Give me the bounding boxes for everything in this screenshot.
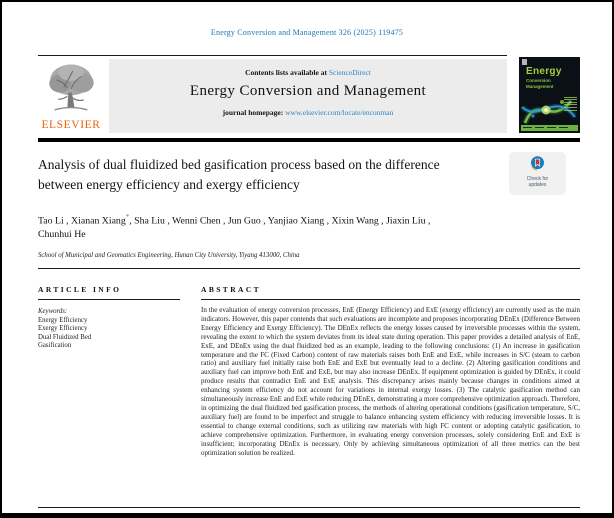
keywords-block bbox=[38, 308, 188, 351]
cover-title-word1: Energy bbox=[526, 66, 562, 77]
contents-line bbox=[109, 68, 507, 77]
keywords-label: Keywords: bbox=[38, 308, 68, 315]
masthead-thick-rule bbox=[38, 138, 580, 142]
affiliation: School of Municipal and Geomatics Engineering, Hunan City University, Yiyang 413000, China bbox=[38, 252, 300, 259]
journal-banner bbox=[109, 59, 507, 133]
abstract-divider bbox=[201, 299, 580, 300]
cover-elsevier-mark-icon bbox=[522, 59, 527, 65]
homepage-label: journal homepage: bbox=[222, 108, 286, 117]
check-for-updates-badge[interactable] bbox=[509, 152, 566, 195]
page-bottom-rule bbox=[38, 507, 580, 508]
article-info-divider bbox=[38, 299, 180, 300]
author-list bbox=[38, 211, 430, 241]
article-title bbox=[38, 155, 440, 194]
author-line1 bbox=[38, 211, 430, 228]
homepage-line bbox=[109, 108, 507, 117]
keyword-item: Exergy Efficiency bbox=[38, 325, 88, 333]
abstract-heading: ABSTRACT bbox=[201, 285, 262, 294]
check-updates-label-line2: updates bbox=[528, 181, 547, 188]
abstract-text: In the evaluation of energy conversion processes, EnE (Energy Efficiency) and ExE (exergy efficiency) are currently used as the main indicators. However, this paper contends that such evaluations are incomplete and proposes incorporating DEnEx (Difference Between Energy Efficiency and Exergy Efficiency). The DEnEx reflects the energy losses caused by irreversible processes within the system, revealing the extent to which the system deviates from its ideal state during operation. This paper provides a detailed analysis of EnE, ExE, and DEnEx using the dual fluidized bed as an example, leading to the following conclusions: (1) An increase in gasification temperature and the FC (Fixed Carbon) content of raw materials raises both EnE and ExE, while increases in S/C (steam to carbon ratio) and auxiliary fuel initially raise both EnE and ExE but eventually lead to a decline. (2) Altering gasification conditions and auxiliary fuel can improve both EnE and ExE, but may also increase DEnEx. If equipment optimization is guided by DEnEx, it could produce results that contradict EnE and ExE analysis. This discrepancy arises mainly because changes in conditions aimed at enhancing system efficiency do not account for variations in internal exergy losses. (3) The catalytic gasification method can simultaneously increase EnE and ExE while reducing DEnEx, demonstrating a more comprehensive optimization approach. Therefore, in optimizing the dual fluidized bed gasification process, the methods of altering operational conditions (gasification temperature, S/C, auxiliary fuel) are found to be imperfect and struggle to balance enhancing system efficiency with reducing irreversible losses. It is essential to change external conditions, such as utilizing raw materials with high FC content or adopting catalytic gasification, to achieve comprehensive optimization. Furthermore, in evaluating energy conversion processes, solely considering EnE and ExE is insufficient; incorporating DEnEx is necessary. Only by achieving simultaneous optimization of all three metrics can the best optimization solution be realized. bbox=[201, 306, 580, 457]
article-info-heading: ARTICLE INFO bbox=[38, 285, 122, 294]
cover-bottom-bar bbox=[521, 125, 578, 131]
authors-divider bbox=[38, 268, 580, 269]
elsevier-logo bbox=[36, 60, 106, 136]
sciencedirect-link[interactable]: ScienceDirect bbox=[328, 68, 371, 77]
keyword-item: Dual Fluidized Bed bbox=[38, 333, 92, 341]
cover-title-word2: Conversion bbox=[526, 78, 551, 83]
elsevier-wordmark: ELSEVIER bbox=[41, 119, 101, 131]
journal-cover-image bbox=[519, 57, 580, 133]
homepage-url-link[interactable]: www.elsevier.com/locate/enconman bbox=[285, 108, 394, 117]
cover-title-word3: Management bbox=[526, 84, 554, 89]
elsevier-tree-icon bbox=[36, 60, 106, 118]
check-updates-label-line1: Check for bbox=[526, 176, 549, 182]
keyword-item: Gasification bbox=[38, 342, 72, 350]
article-title-line1: Analysis of dual fluidized bed gasification process based on the difference bbox=[38, 157, 440, 172]
citation-divider bbox=[38, 55, 507, 56]
keyword-item: Energy Efficiency bbox=[38, 316, 88, 324]
author-line2: Chunhui He bbox=[38, 228, 86, 240]
cover-editor-lines bbox=[564, 95, 577, 112]
contents-prefix: Contents lists available at bbox=[245, 68, 329, 77]
corresponding-author-marker[interactable]: * bbox=[125, 213, 130, 221]
article-title-line2: between energy efficiency and exergy efficiency bbox=[38, 176, 300, 192]
journal-citation-line: Energy Conversion and Management 326 (2025) 119475 bbox=[210, 28, 404, 37]
authors-part1: Tao Li , Xianan Xiang bbox=[38, 215, 126, 227]
journal-title: Energy Conversion and Management bbox=[189, 83, 427, 99]
authors-part2: , Sha Liu , Wenni Chen , Jun Guo , Yanjiao Xiang , Xixin Wang , Jiaxin Liu , bbox=[129, 215, 431, 227]
check-for-updates-icon bbox=[529, 159, 546, 176]
